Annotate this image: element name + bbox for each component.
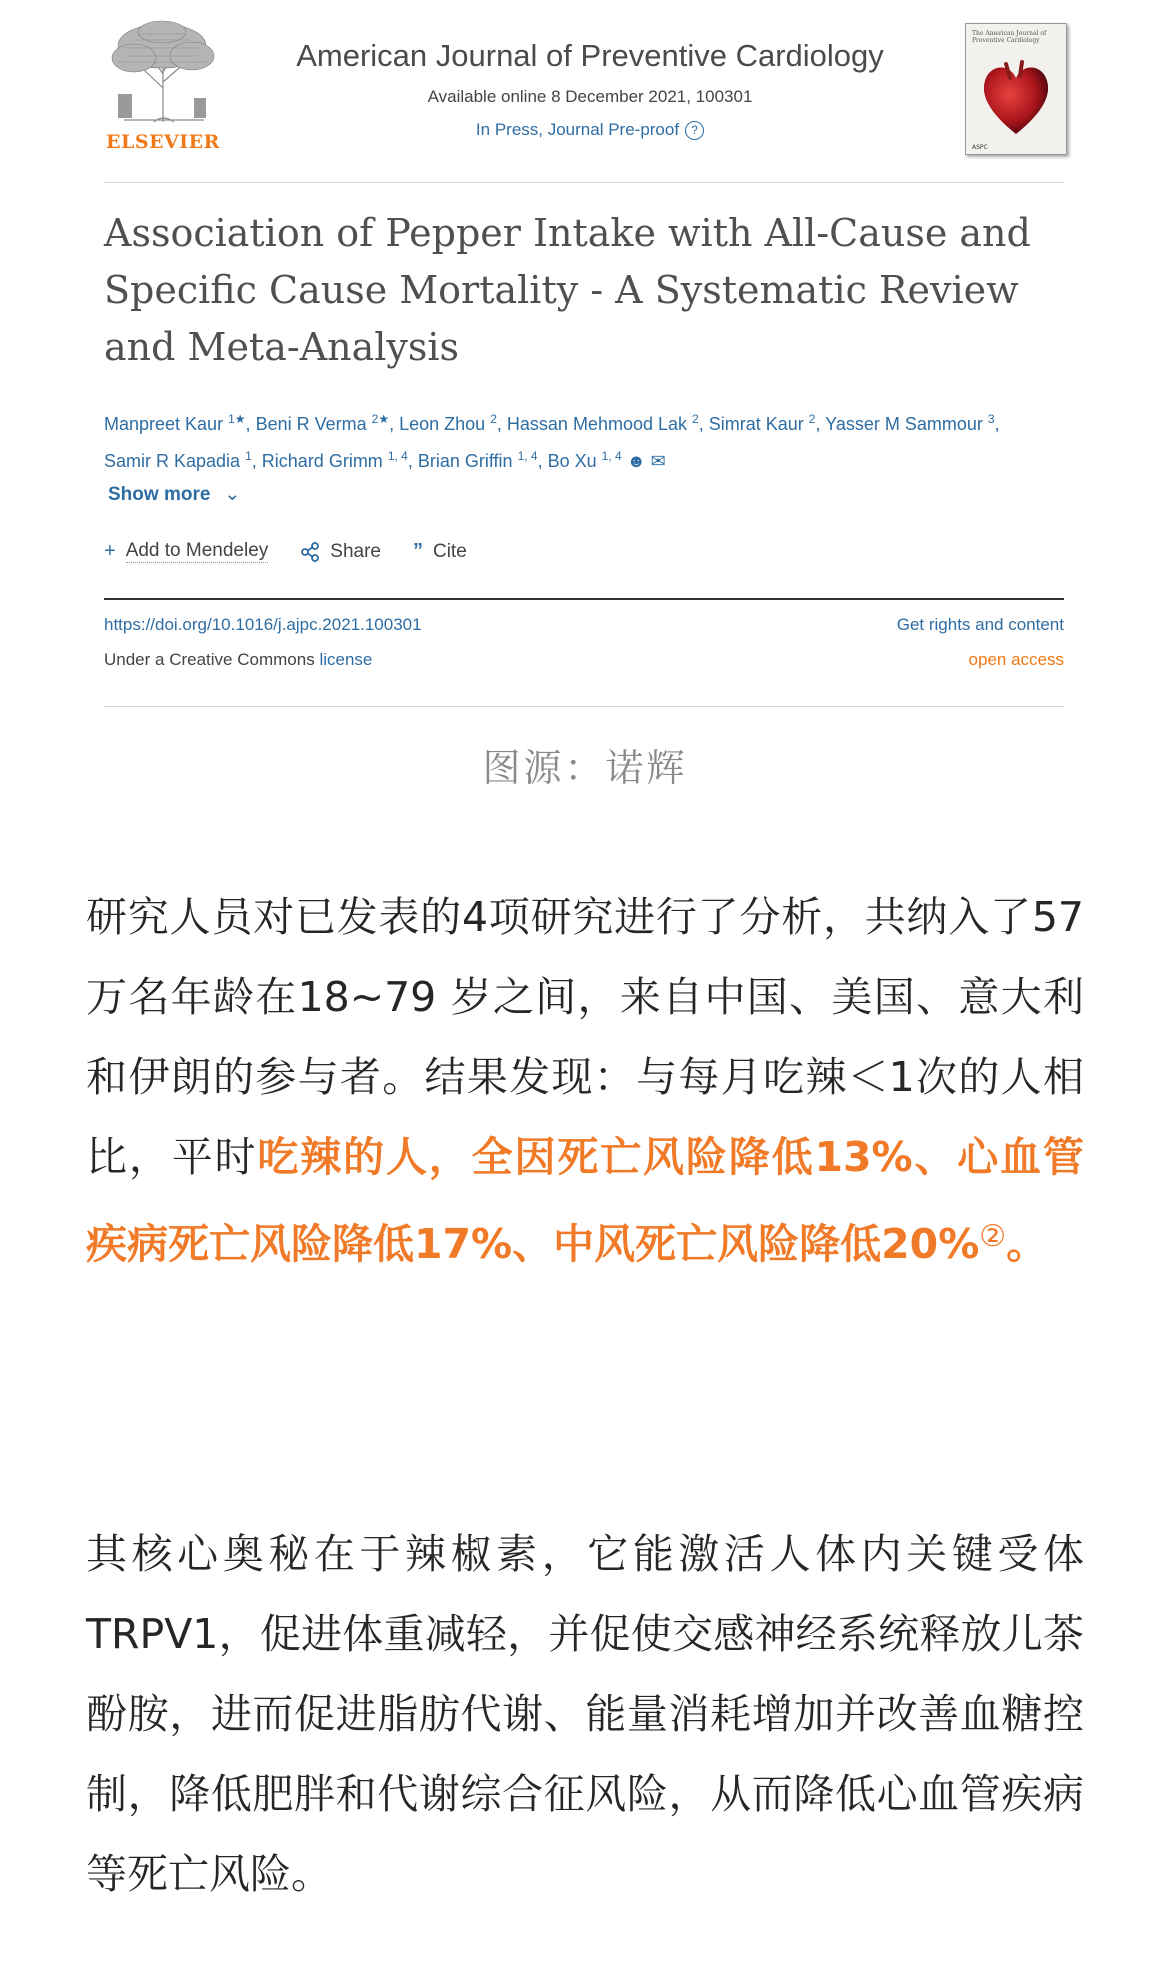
show-more-label: Show more bbox=[108, 484, 211, 505]
cite-button[interactable] bbox=[413, 540, 467, 563]
journal-title-link[interactable]: American Journal of Preventive Cardiology bbox=[296, 38, 884, 73]
author-link[interactable]: Bo Xu $^{1, 4}$ bbox=[547, 449, 622, 471]
author-link[interactable]: Beni R Verma $^{2★}$ bbox=[255, 412, 390, 434]
highlighted-finding: 吃辣的人，全因死亡风险降低13%、心血管疾病死亡风险降低17%、中风死亡风险降低20% bbox=[86, 1133, 1084, 1268]
share-label: Share bbox=[330, 540, 381, 562]
in-press-status[interactable] bbox=[250, 120, 930, 140]
license-link[interactable]: license bbox=[319, 650, 373, 669]
doi-link[interactable]: https://doi.org/10.1016/j.ajpc.2021.100301 bbox=[104, 615, 422, 634]
open-access-badge: open access bbox=[968, 650, 1064, 669]
email-icon[interactable]: ✉ bbox=[650, 451, 666, 471]
share-icon bbox=[300, 542, 320, 562]
cover-footer: ASPC bbox=[972, 144, 988, 151]
body-paragraph-2: 其核心奥秘在于辣椒素，它能激活人体内关键受体TRPV1，促进体重减轻，并促使交感神经系统释放儿茶酚胺，进而促进脂肪代谢、能量消耗增加并改善血糖控制，降低肥胖和代谢综合征风险，从而降低心血管疾病等死亡风险。 bbox=[86, 1530, 1084, 1898]
footer-divider bbox=[104, 706, 1064, 707]
author-link[interactable]: Richard Grimm $^{1, 4}$ bbox=[261, 449, 408, 471]
author-link[interactable]: Brian Griffin $^{1, 4}$ bbox=[417, 449, 538, 471]
in-press-label[interactable]: In Press, Journal Pre-proof bbox=[475, 120, 680, 139]
author-link[interactable]: Leon Zhou $^2$ bbox=[399, 412, 497, 434]
quote-icon: ” bbox=[412, 540, 423, 562]
author-link[interactable]: Yasser M Sammour $^3$ bbox=[825, 412, 995, 434]
plus-icon: + bbox=[104, 540, 116, 562]
heart-icon bbox=[976, 54, 1056, 138]
author-link[interactable]: Simrat Kaur $^2$ bbox=[708, 412, 816, 434]
cover-title: The American Journal of Preventive Cardiology bbox=[972, 30, 1047, 44]
license-line bbox=[104, 650, 372, 670]
get-rights-link[interactable]: Get rights and content bbox=[896, 615, 1064, 634]
body-paragraph-1 bbox=[86, 877, 1084, 1284]
reference-marker[interactable]: ② bbox=[979, 1219, 1007, 1254]
author-list: Manpreet Kaur $^{1★}$, Beni R Verma $^{2★}$, Leon Zhou $^2$, Hassan Mehmood Lak $^2$, Simrat Kaur $^2$, Yasser M Sammour $^3$, Samir R Kapadia $^1$, Richard Grimm $^{1, 4}$, Brian Griffin $^{1, 4}$, Bo Xu $^{1, 4}$ ☻ ✉ bbox=[104, 412, 1000, 471]
help-icon[interactable]: ? bbox=[685, 121, 704, 140]
author-link[interactable]: Hassan Mehmood Lak $^2$ bbox=[506, 412, 699, 434]
available-online-date: Available online 8 December 2021, 100301 bbox=[427, 87, 753, 106]
add-to-mendeley-button[interactable] bbox=[104, 540, 268, 563]
image-caption: 图源：诺辉 bbox=[482, 746, 688, 790]
elsevier-tree-icon bbox=[104, 18, 222, 126]
license-prefix: Under a Creative Commons bbox=[104, 650, 315, 669]
person-icon[interactable]: ☻ bbox=[626, 451, 646, 471]
show-more-button[interactable] bbox=[108, 483, 240, 506]
meta-divider bbox=[104, 598, 1064, 600]
elsevier-wordmark: ELSEVIER bbox=[106, 131, 220, 153]
mendeley-label: Add to Mendeley bbox=[125, 540, 269, 561]
article-actions bbox=[104, 540, 499, 563]
author-link[interactable]: Manpreet Kaur $^{1★}$ bbox=[104, 412, 246, 434]
cite-label: Cite bbox=[432, 540, 467, 562]
elsevier-logo[interactable] bbox=[104, 18, 224, 156]
header-divider bbox=[104, 182, 1064, 183]
share-button[interactable] bbox=[300, 541, 381, 563]
article-title: Association of Pepper Intake with All-Cause and Specific Cause Mortality - A Systematic Review and Meta-Analysis bbox=[104, 211, 1031, 369]
article-screenshot bbox=[0, 0, 1170, 730]
journal-cover-thumbnail[interactable] bbox=[965, 23, 1067, 155]
author-link[interactable]: Samir R Kapadia $^1$ bbox=[104, 449, 252, 471]
chevron-down-icon: ⌄ bbox=[224, 484, 241, 505]
paragraph-text: 研究人员对已发表的4项研究进行了分析，共纳入了57万名年龄在18~79 岁之间，来自中国、美国、意大利和伊朗的参与者。结果发现：与每月吃辣＜1次的人相比，平时 bbox=[86, 893, 1084, 1181]
paragraph-end: 。 bbox=[1006, 1220, 1048, 1268]
